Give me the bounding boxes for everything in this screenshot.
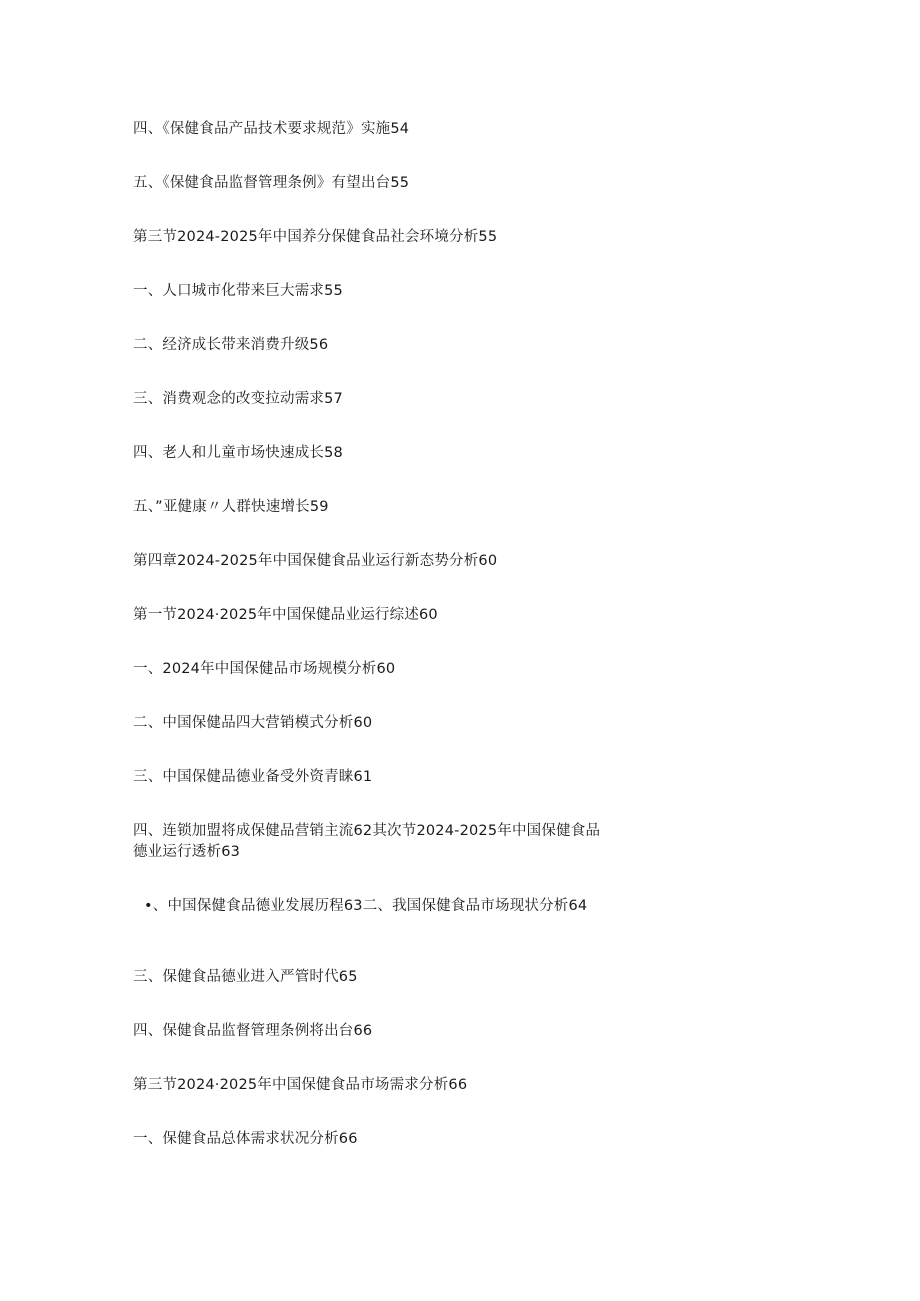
toc-entry: 四、连锁加盟将成保健品营销主流62其次节2024-2025年中国保健食品德业运行透析63 [133, 823, 601, 860]
toc-entry: 一、保健食品总体需求状况分析66 [133, 1131, 358, 1147]
toc-entry: 三、消费观念的改变拉动需求57 [133, 391, 343, 407]
toc-entry: 一、2024年中国保健品市场规模分析60 [133, 661, 396, 677]
toc-entry: 一、人口城市化带来巨大需求55 [133, 283, 343, 299]
toc-section-heading: 第三节2024-2025年中国养分保健食品社会环境分析55 [133, 229, 498, 245]
toc-chapter-heading: 第四章2024-2025年中国保健食品业运行新态势分析60 [133, 553, 498, 569]
toc-entry: 三、保健食品德业进入严管时代65 [133, 969, 358, 985]
toc-entry: 二、中国保健品四大营销模式分析60 [133, 715, 373, 731]
toc-section-heading: 第一节2024·2025年中国保健品业运行综述60 [133, 607, 438, 623]
toc-entry: •、中国保健食品德业发展历程63二、我国保健食品市场现状分析64 [144, 898, 588, 914]
toc-entry: 四、《保健食品产品技术要求规范》实施54 [133, 121, 410, 137]
toc-entry: 二、经济成长带来消费升级56 [133, 337, 329, 353]
toc-entry: 三、中国保健品德业备受外资青睐61 [133, 769, 373, 785]
toc-entry: 四、保健食品监督管理条例将出台66 [133, 1023, 373, 1039]
toc-entry: 五、《保健食品监督管理条例》有望出台55 [133, 175, 410, 191]
toc-entry: 五、”亚健康〃人群快速增长59 [133, 499, 329, 515]
toc-entry: 四、老人和儿童市场快速成长58 [133, 445, 343, 461]
toc-section-heading: 第三节2024·2025年中国保健食品市场需求分析66 [133, 1077, 468, 1093]
